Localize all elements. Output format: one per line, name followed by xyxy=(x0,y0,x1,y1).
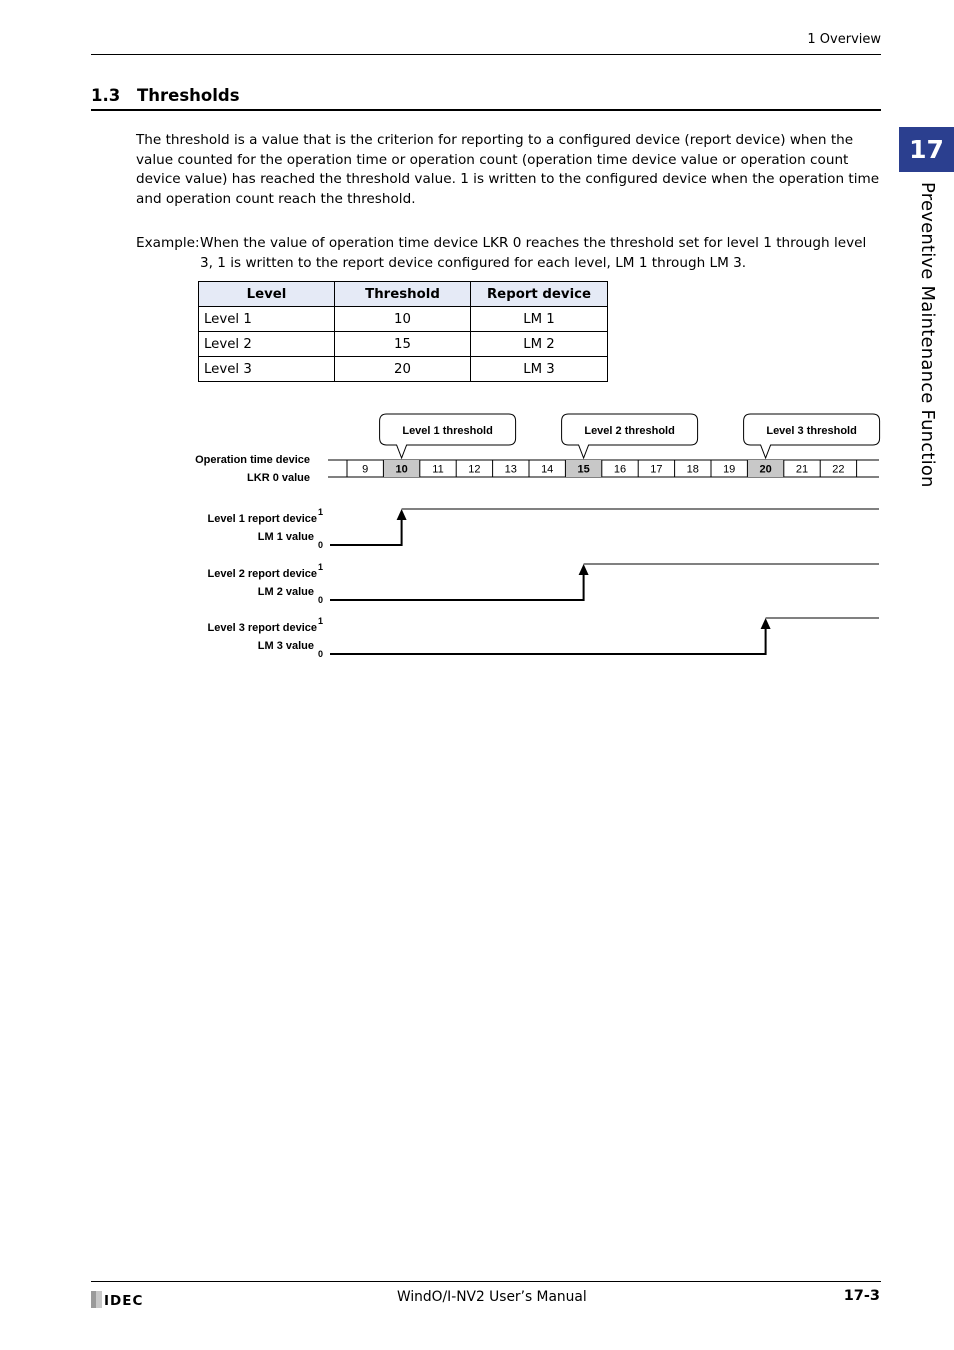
signal-low-trace xyxy=(330,517,402,545)
value-cell-label: 13 xyxy=(504,463,517,476)
value-cell-label: 17 xyxy=(650,463,663,476)
signal-low-label: 0 xyxy=(318,540,324,550)
rise-arrow xyxy=(579,564,589,575)
value-row xyxy=(328,460,879,477)
value-cell-label: 14 xyxy=(541,463,554,476)
intro-paragraph: The threshold is a value that is the criterion for reporting to a configured device (report device) when the value counted for the operation time or operation count (operation time device value or operation count device value) has reached the threshold value. 1 is written to the configured device when the operation time and operation count reach the threshold. xyxy=(136,132,880,207)
signal-low-label: 0 xyxy=(318,649,324,659)
logo-text: IDEC xyxy=(104,1293,144,1309)
signal-label: LM 3 value xyxy=(257,640,314,652)
table-cell: 20 xyxy=(335,357,471,382)
callout-label: Level 3 threshold xyxy=(766,425,857,437)
signal-low-trace xyxy=(330,572,584,600)
chapter-tab: 17 xyxy=(899,127,954,172)
signal-high-label: 1 xyxy=(318,507,324,517)
manual-title: WindO/I-NV2 User’s Manual xyxy=(397,1289,587,1305)
section-title: Thresholds xyxy=(137,86,240,105)
value-cell-label: 15 xyxy=(577,463,590,476)
value-cell-label: 21 xyxy=(795,463,809,476)
value-cell-label: 20 xyxy=(759,463,772,476)
value-cell-label: 19 xyxy=(723,463,736,476)
rise-arrow xyxy=(761,618,771,629)
running-header: 1 Overview xyxy=(807,32,881,47)
signal-label: Level 2 report device xyxy=(207,568,317,580)
report-signals xyxy=(208,507,879,659)
value-cell-label: 18 xyxy=(686,463,699,476)
rise-arrow xyxy=(397,509,407,520)
value-cell-label: 16 xyxy=(613,463,627,476)
table-cell: LM 3 xyxy=(471,357,608,382)
signal-label: LM 2 value xyxy=(257,586,314,598)
value-cell-label: 22 xyxy=(832,463,845,476)
signal-low-label: 0 xyxy=(318,595,324,605)
value-cell-label: 11 xyxy=(432,463,444,476)
table-cell: Level 3 xyxy=(199,357,335,382)
signal-high-label: 1 xyxy=(318,562,324,572)
footer-rule xyxy=(91,1281,881,1282)
callout-label: Level 1 threshold xyxy=(402,425,493,437)
signal-label: Level 3 report device xyxy=(207,622,317,634)
table-cell: LM 2 xyxy=(471,332,608,357)
threshold-callouts xyxy=(380,414,880,458)
signal-label: LM 1 value xyxy=(257,531,314,543)
chapter-title: Preventive Maintenance Function xyxy=(917,182,938,488)
device-label: Operation time device xyxy=(195,454,310,466)
table-cell: Level 1 xyxy=(199,307,335,332)
table-cell: LM 1 xyxy=(471,307,608,332)
signal-low-trace xyxy=(330,626,766,654)
value-cell-label: 12 xyxy=(468,463,481,476)
column-header: Threshold xyxy=(335,282,471,307)
column-header: Level xyxy=(199,282,335,307)
section-number: 1.3 xyxy=(91,86,121,105)
idec-logo xyxy=(91,1290,151,1310)
value-cell-label: 9 xyxy=(362,463,369,476)
table-cell: Level 2 xyxy=(199,332,335,357)
column-header: Report device xyxy=(471,282,608,307)
page-number: 17-3 xyxy=(843,1288,880,1304)
callout-label: Level 2 threshold xyxy=(584,425,675,437)
signal-label: Level 1 report device xyxy=(207,513,317,525)
table-cell: 15 xyxy=(335,332,471,357)
example-label: Example: xyxy=(136,235,200,251)
table-cell: 10 xyxy=(335,307,471,332)
value-cell-label: 10 xyxy=(395,463,408,476)
device-label: LKR 0 value xyxy=(247,472,310,484)
example-text: When the value of operation time device LKR 0 reaches the threshold set for level 1 through level 3, 1 is written to the report device configured for each level, LM 1 through LM 3. xyxy=(200,235,867,271)
signal-high-label: 1 xyxy=(318,616,324,626)
